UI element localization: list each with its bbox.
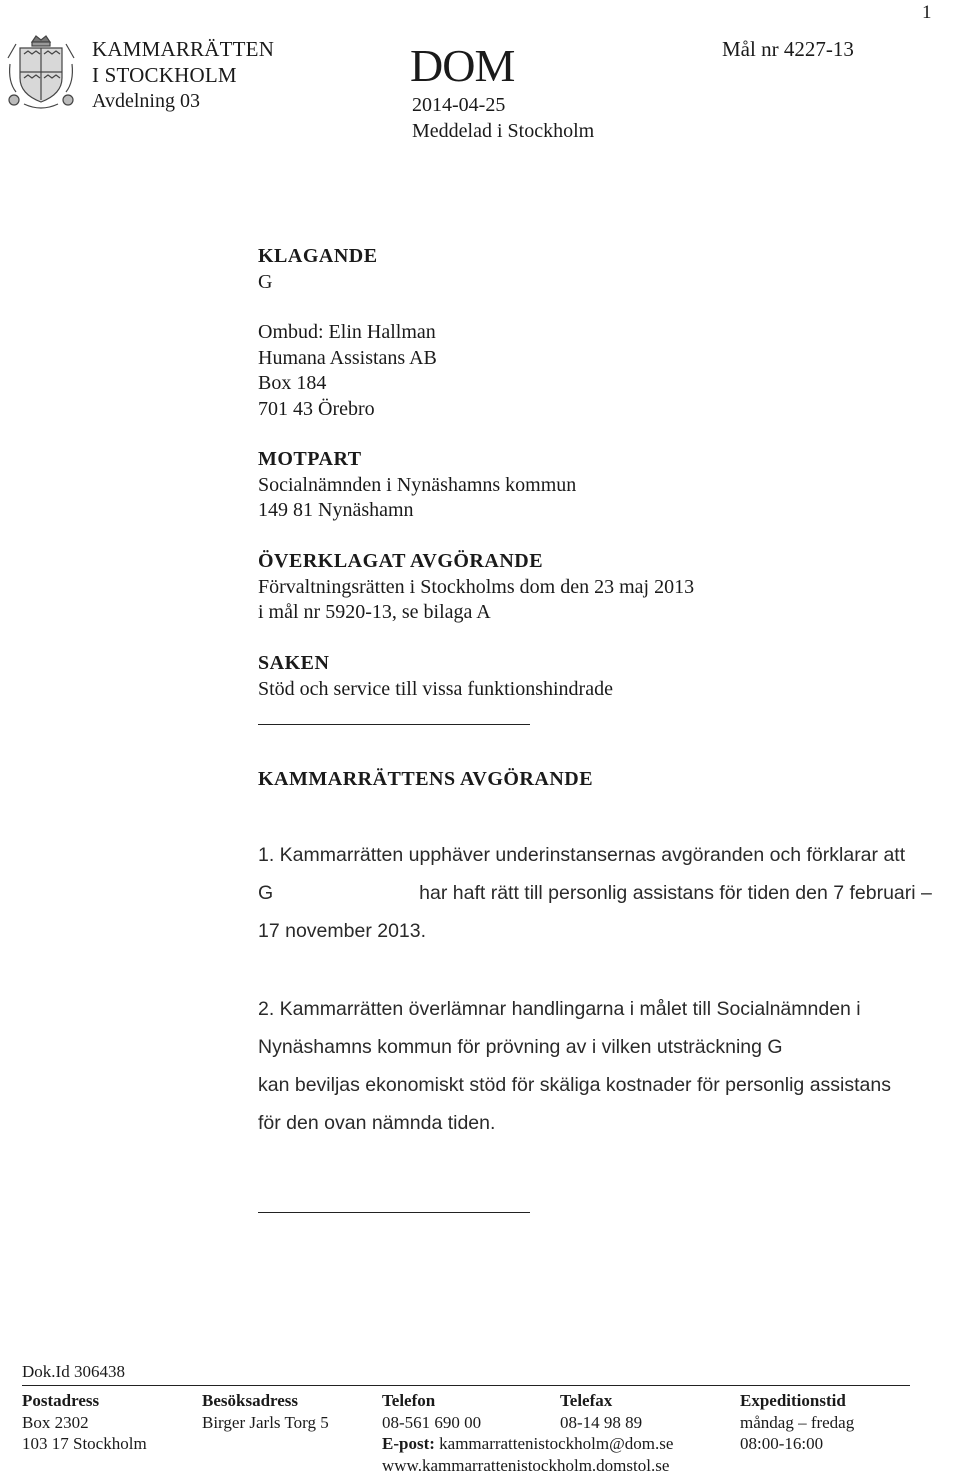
appellant-name: G: [258, 270, 273, 293]
court-name-line1: KAMMARRÄTTEN: [92, 37, 275, 61]
ruling-line: för den ovan nämnda tiden.: [258, 1112, 496, 1134]
respondent-section: [258, 447, 576, 524]
document-date-block: [412, 92, 594, 144]
footer-line: måndag – fredag: [740, 1412, 855, 1432]
appealed-decision-line: i mål nr 5920-13, se bilaga A: [258, 601, 491, 623]
respondent-heading: MOTPART: [258, 448, 362, 470]
ruling-paragraph-2: [258, 990, 938, 1142]
appellant-heading: KLAGANDE: [258, 245, 378, 267]
agent-line: Box 184: [258, 372, 327, 394]
ruling-line: 2. Kammarrätten överlämnar handlingarna i målet till Socialnämnden i: [258, 998, 861, 1020]
agent-line: Humana Assistans AB: [258, 346, 437, 369]
ruling-line-text: har haft rätt till personlig assistans för tiden den 7 februari –: [419, 882, 932, 904]
footer-heading: Expeditionstid: [740, 1391, 846, 1410]
agent-block: [258, 320, 437, 422]
footer-line: 08:00-16:00: [740, 1434, 824, 1453]
footer-line: 103 17 Stockholm: [22, 1434, 147, 1453]
ruling-line: [258, 874, 938, 912]
footer-line: Box 2302: [22, 1412, 89, 1432]
subject-heading: SAKEN: [258, 652, 330, 674]
email-label: E-post:: [382, 1434, 435, 1453]
footer-heading: Telefon: [382, 1391, 436, 1410]
footer-visit: [202, 1390, 329, 1433]
ruling-line: Nynäshamns kommun för prövning av i vilken utsträckning G: [258, 1036, 783, 1058]
appealed-decision-line: Förvaltningsrätten i Stockholms dom den 23 maj 2013: [258, 575, 695, 598]
coat-of-arms-icon: [6, 34, 76, 114]
ruling-line: 17 november 2013.: [258, 920, 427, 942]
ruling-line: 1. Kammarrätten upphäver underinstansernas avgöranden och förklarar att: [258, 844, 906, 866]
footer-heading: Postadress: [22, 1391, 100, 1410]
decision-date: 2014-04-25: [412, 94, 506, 116]
ruling-heading-block: [258, 767, 593, 793]
respondent-line: Socialnämnden i Nynäshamns kommun: [258, 473, 577, 496]
announced-place: Meddelad i Stockholm: [412, 120, 595, 142]
footer-postal: [22, 1390, 147, 1455]
footer-divider: [22, 1385, 910, 1386]
footer-line: 08-14 98 89: [560, 1412, 643, 1432]
case-number: Mål nr 4227-13: [722, 37, 854, 61]
document-type: DOM: [410, 40, 515, 91]
document-id: Dok.Id 306438: [22, 1362, 125, 1381]
footer-heading: Besöksadress: [202, 1391, 299, 1410]
respondent-line: 149 81 Nynäshamn: [258, 499, 414, 521]
ruling-line: kan beviljas ekonomiskt stöd för skäliga kostnader för personlig assistans: [258, 1074, 891, 1096]
agent-line: 701 43 Örebro: [258, 397, 375, 420]
department: Avdelning 03: [92, 90, 200, 112]
appealed-decision-heading: ÖVERKLAGAT AVGÖRANDE: [258, 550, 544, 572]
page-number: 1: [922, 2, 932, 23]
footer-fax: [560, 1390, 642, 1433]
appellant-section: [258, 244, 378, 295]
email-link[interactable]: kammarrattenistockholm@dom.se: [439, 1434, 674, 1453]
ruling-party-name: G: [258, 882, 274, 904]
divider: [258, 1212, 530, 1213]
footer-heading: Telefax: [560, 1391, 613, 1410]
footer-email: [382, 1433, 673, 1455]
ruling-paragraph-1: [258, 836, 938, 950]
agent-line: Ombud: Elin Hallman: [258, 321, 436, 343]
ruling-heading: KAMMARRÄTTENS AVGÖRANDE: [258, 768, 594, 790]
web-link[interactable]: www.kammarrattenistockholm.domstol.se: [382, 1455, 670, 1475]
appealed-decision-section: [258, 549, 694, 626]
subject-line: Stöd och service till vissa funktionshindrade: [258, 677, 613, 700]
footer-hours: [740, 1390, 854, 1455]
divider: [258, 724, 530, 725]
footer-line: Birger Jarls Torg 5: [202, 1412, 329, 1432]
subject-section: [258, 651, 613, 702]
court-header: [92, 36, 274, 114]
footer-line: 08-561 690 00: [382, 1412, 482, 1432]
court-name-line2: I STOCKHOLM: [92, 63, 237, 87]
